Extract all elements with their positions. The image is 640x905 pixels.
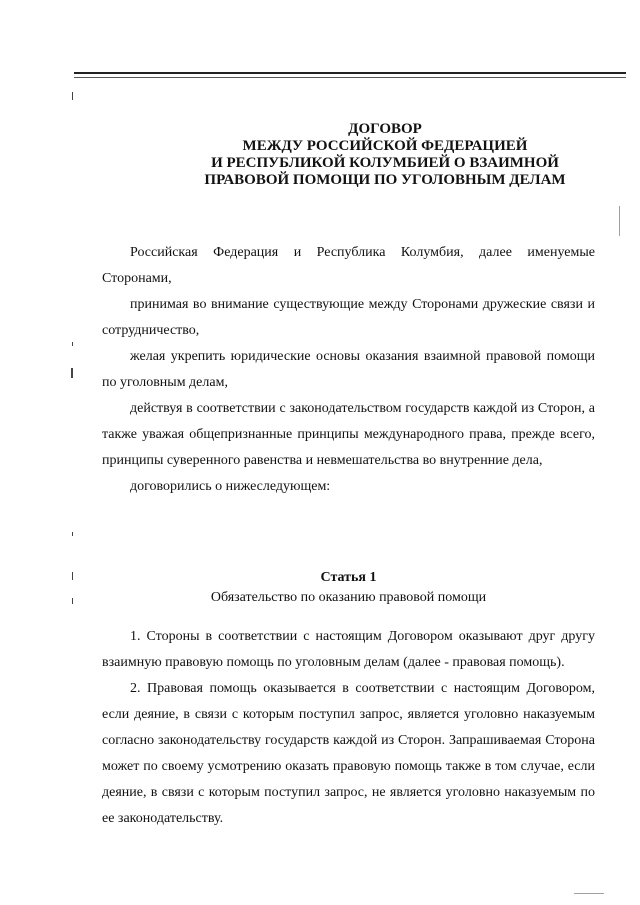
scan-artifact: [71, 368, 73, 378]
article-number: Статья 1: [320, 570, 377, 585]
article-heading: [102, 568, 595, 608]
scan-artifact: [72, 598, 73, 604]
preamble-paragraph: Российская Федерация и Республика Колумбия, далее именуемые Сторонами,: [102, 245, 595, 286]
scan-artifact: [574, 893, 604, 894]
scan-artifact: [72, 342, 73, 346]
document-title: [110, 121, 640, 189]
article-paragraph: 1. Стороны в соответствии с настоящим Договором оказывают друг другу взаимную правовую помощь по уголовным делам (далее - правовая помощь).: [102, 629, 595, 670]
scan-artifact: [72, 92, 73, 100]
article-paragraph: 2. Правовая помощь оказывается в соответствии с настоящим Договором, если деяние, в связи с которым поступил запрос, является уголовно наказуемым согласно законодательству государств каждой из Сторон. Запрашиваемая Сторона может по своему усмотрению оказать правовую помощь также в том случае, если деяние, в связи с которым поступил запрос, не является уголовно наказуемым по ее законодательству.: [102, 681, 595, 826]
scan-artifact: [72, 532, 73, 536]
title-line: И РЕСПУБЛИКОЙ КОЛУМБИЕЙ О ВЗАИМНОЙ: [211, 155, 559, 171]
title-line: МЕЖДУ РОССИЙСКОЙ ФЕДЕРАЦИЕЙ: [242, 138, 528, 154]
header-rule: [74, 72, 626, 74]
header-rule-thin: [74, 77, 626, 78]
preamble-paragraph: договорились о нижеследующем:: [130, 479, 331, 494]
preamble-paragraph: желая укрепить юридические основы оказания взаимной правовой помощи по уголовным делам,: [102, 349, 595, 390]
title-line: ПРАВОВОЙ ПОМОЩИ ПО УГОЛОВНЫМ ДЕЛАМ: [204, 172, 566, 188]
preamble: [102, 240, 595, 500]
article-title: Обязательство по оказанию правовой помощи: [210, 590, 487, 605]
scan-artifact: [72, 572, 73, 580]
preamble-paragraph: действуя в соответствии с законодательством государств каждой из Сторон, а также уважая общепризнанные принципы международного права, прежде всего, принципы суверенного равенства и невмешательства во внутренние дела,: [102, 401, 595, 468]
preamble-paragraph: принимая во внимание существующие между Сторонами дружеские связи и сотрудничество,: [102, 297, 595, 338]
article-body: [102, 624, 595, 832]
scan-artifact: [619, 206, 620, 236]
title-line: ДОГОВОР: [348, 121, 422, 137]
